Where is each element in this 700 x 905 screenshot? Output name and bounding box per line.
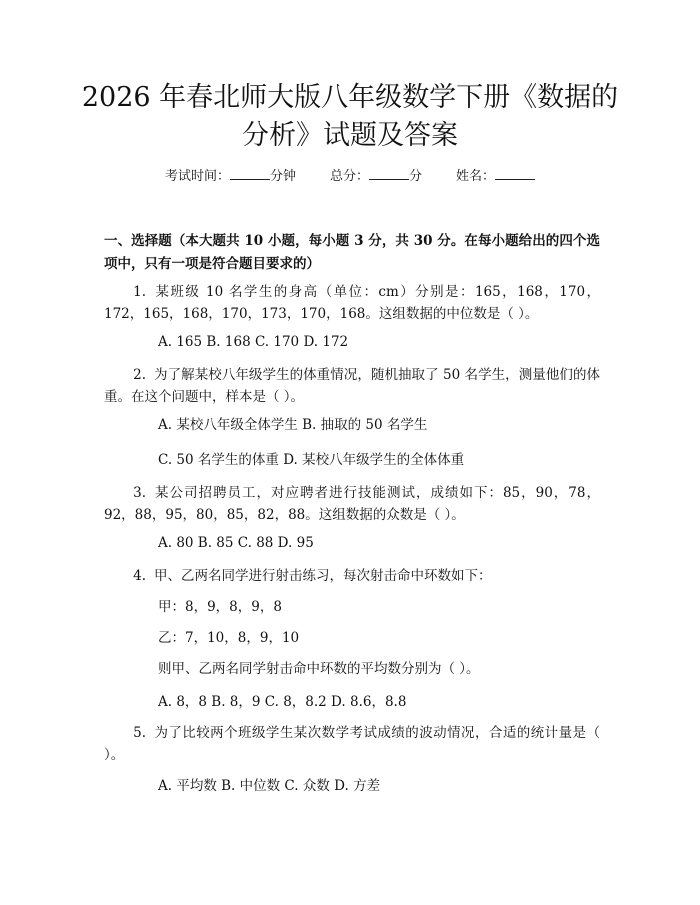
question-4	[104, 565, 600, 587]
time-label: 考试时间：	[164, 169, 230, 184]
question-text: 某班级 10 名学生的身高（单位：cm）分别是：165，168，170，172，165，168，170，173，170，168。这组数据的中位数是（ ）。	[104, 284, 600, 322]
question-number: 1.	[133, 284, 146, 300]
question-2-options-row-2: C. 50 名学生的体重 D. 某校八年级学生的全体体重	[158, 452, 465, 468]
question-3-options: A. 80 B. 85 C. 88 D. 95	[158, 535, 314, 551]
question-number: 3.	[133, 485, 146, 501]
name-blank	[495, 167, 535, 180]
exam-info-row	[0, 167, 700, 187]
question-5-options: A. 平均数 B. 中位数 C. 众数 D. 方差	[158, 778, 381, 794]
question-2	[104, 364, 600, 408]
question-number: 2.	[133, 367, 146, 383]
name-label: 姓名：	[456, 169, 496, 184]
page-title-line-1: 2026 年春北师大版八年级数学下册《数据的	[81, 82, 619, 113]
question-4-data-a: 甲：8，9，8，9，8	[158, 599, 282, 615]
question-text: 为了解某校八年级学生的体重情况，随机抽取了 50 名学生，测量他们的体重。在这个问题中，样本是（ ）。	[104, 367, 600, 405]
question-1	[104, 281, 600, 325]
score-blank	[369, 167, 409, 180]
question-text: 为了比较两个班级学生某次数学考试成绩的波动情况，合适的统计量是（ ）。	[104, 725, 600, 763]
question-text: 某公司招聘员工，对应聘者进行技能测试，成绩如下：85，90，78，92，88，95，80，85，82，88。这组数据的众数是（ ）。	[104, 485, 600, 523]
time-blank	[230, 167, 270, 180]
section-heading: 一、选择题（本大题共 10 小题，每小题 3 分，共 30 分。在每小题给出的四个选项中，只有一项是符合题目要求的）	[104, 233, 600, 272]
question-number: 4.	[133, 568, 146, 584]
question-number: 5.	[133, 725, 146, 741]
question-1-options: A. 165 B. 168 C. 170 D. 172	[158, 334, 349, 350]
question-4-data-b: 乙：7，10，8，9，10	[158, 630, 300, 646]
question-2-options-row-1: A. 某校八年级全体学生 B. 抽取的 50 名学生	[158, 417, 428, 433]
score-unit: 分	[409, 169, 423, 184]
question-3	[104, 482, 600, 526]
time-unit: 分钟	[269, 169, 296, 184]
score-label: 总分：	[329, 169, 369, 184]
question-5	[104, 722, 600, 766]
page-title-line-2: 分析》试题及答案	[242, 120, 458, 151]
question-text: 甲、乙两名同学进行射击练习，每次射击命中环数如下：	[154, 568, 492, 584]
question-4-prompt: 则甲、乙两名同学射击命中环数的平均数分别为（ ）。	[158, 661, 480, 677]
question-4-options: A. 8，8 B. 8，9 C. 8，8.2 D. 8.6，8.8	[158, 694, 407, 710]
